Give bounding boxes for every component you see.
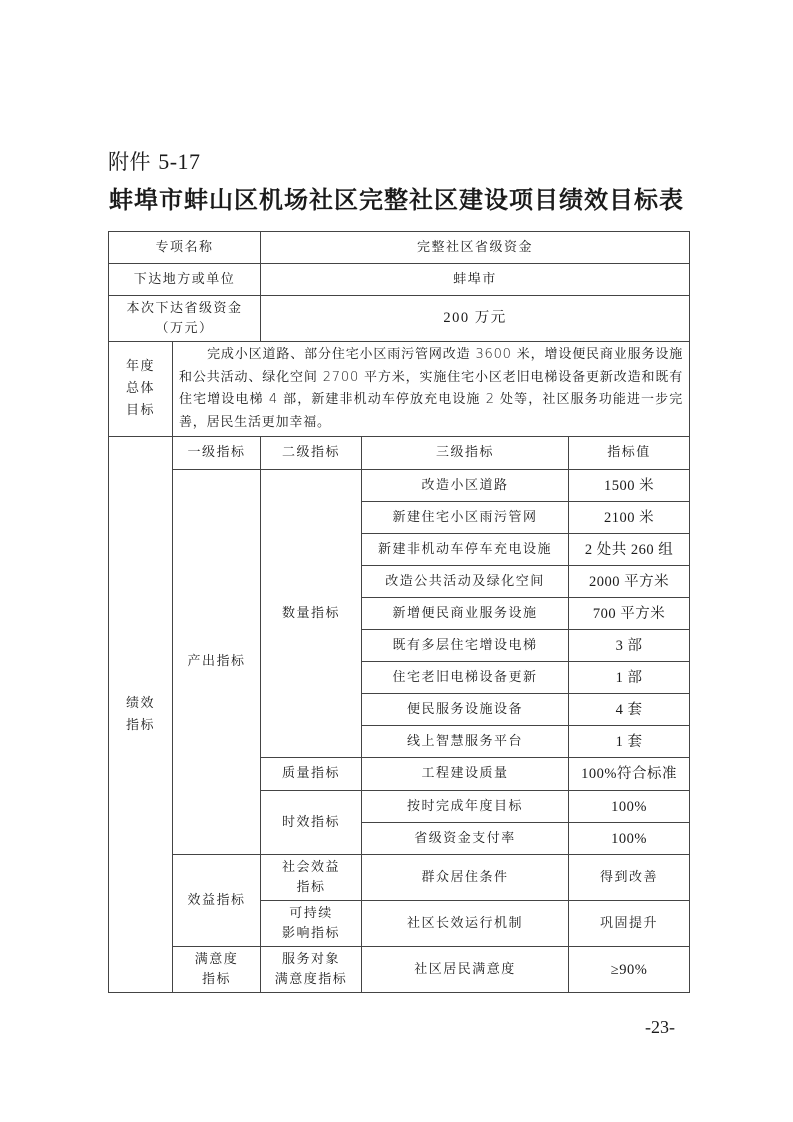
funds-value — [261, 296, 690, 342]
annual-goal-label-line3: 目标 — [125, 403, 155, 418]
indicator-value: 得到改善 — [569, 855, 690, 901]
indicator-value: 2100 米 — [569, 502, 690, 534]
table-row-indicator-headers — [109, 437, 690, 470]
table-row — [109, 470, 690, 502]
indicator-value: 2000 平方米 — [569, 566, 690, 598]
indicator-value: ≥90% — [569, 947, 690, 993]
header-level2: 二级指标 — [261, 437, 362, 470]
table-row-funds — [109, 296, 690, 342]
performance-label-line1: 绩效 — [125, 695, 155, 711]
social-benefit-label — [261, 855, 362, 901]
page-number: -23- — [645, 1017, 675, 1037]
indicator-value: 100% — [569, 823, 690, 855]
header-value: 指标值 — [569, 437, 690, 470]
satisfaction-label-line2: 指标 — [202, 971, 232, 987]
annual-goal-label — [109, 342, 173, 437]
sustainable-impact-label-line2: 影响指标 — [282, 925, 341, 941]
funds-label-line2: （万元） — [155, 320, 214, 336]
indicator-value: 巩固提升 — [569, 901, 690, 947]
indicator-name: 既有多层住宅增设电梯 — [362, 630, 569, 662]
indicator-value: 1 套 — [569, 726, 690, 758]
performance-target-table — [108, 231, 690, 993]
service-satisfaction-label-line2: 满意度指标 — [274, 971, 348, 987]
indicator-value: 1500 米 — [569, 470, 690, 502]
sustainable-impact-label — [261, 901, 362, 947]
funds-label-line1: 本次下达省级资金 — [126, 300, 243, 316]
page-title: 蚌埠市蚌山区机场社区完整社区建设项目绩效目标表 — [109, 186, 684, 214]
annual-goal-label-line2: 总体 — [125, 381, 155, 396]
indicator-value: 700 平方米 — [569, 598, 690, 630]
performance-label-line2: 指标 — [125, 717, 155, 733]
satisfaction-label-line1: 满意度 — [194, 951, 239, 967]
benefit-indicator-label: 效益指标 — [173, 855, 261, 947]
indicator-name: 新建非机动车停车充电设施 — [362, 534, 569, 566]
table-row — [109, 947, 690, 993]
indicator-name: 社区居民满意度 — [362, 947, 569, 993]
annual-goal-text — [173, 342, 690, 437]
attachment-number: 5-17 — [158, 149, 201, 174]
indicator-name: 改造公共活动及绿化空间 — [362, 566, 569, 598]
timeliness-indicator-label: 时效指标 — [261, 791, 362, 855]
table-row-annual-goal — [109, 342, 690, 437]
region-label: 下达地方或单位 — [109, 264, 261, 296]
indicator-name: 省级资金支付率 — [362, 823, 569, 855]
quality-indicator-label: 质量指标 — [261, 758, 362, 791]
header-level1: 一级指标 — [173, 437, 261, 470]
table-row-region — [109, 264, 690, 296]
indicator-value: 1 部 — [569, 662, 690, 694]
service-satisfaction-label — [261, 947, 362, 993]
indicator-name: 新增便民商业服务设施 — [362, 598, 569, 630]
sustainable-impact-label-line1: 可持续 — [289, 905, 333, 921]
social-benefit-label-line1: 社会效益 — [282, 859, 341, 875]
project-name-label: 专项名称 — [109, 232, 261, 264]
attachment-label — [108, 146, 201, 176]
funds-value-text: 200 万元 — [443, 310, 507, 326]
quantity-indicator-label: 数量指标 — [261, 470, 362, 758]
funds-label — [109, 296, 261, 342]
region-value: 蚌埠市 — [261, 264, 690, 296]
indicator-name: 按时完成年度目标 — [362, 791, 569, 823]
indicator-value: 4 套 — [569, 694, 690, 726]
social-benefit-label-line2: 指标 — [296, 879, 326, 895]
service-satisfaction-label-line1: 服务对象 — [282, 951, 341, 967]
output-indicator-label: 产出指标 — [173, 470, 261, 855]
attachment-prefix: 附件 — [108, 150, 151, 174]
indicator-name: 新建住宅小区雨污管网 — [362, 502, 569, 534]
header-level3: 三级指标 — [362, 437, 569, 470]
indicator-value: 100% — [569, 791, 690, 823]
performance-label — [109, 437, 173, 993]
indicator-name: 工程建设质量 — [362, 758, 569, 791]
project-name-value: 完整社区省级资金 — [261, 232, 690, 264]
table-row-project-name — [109, 232, 690, 264]
indicator-name: 改造小区道路 — [362, 470, 569, 502]
indicator-value: 2 处共 260 组 — [569, 534, 690, 566]
indicator-name: 住宅老旧电梯设备更新 — [362, 662, 569, 694]
indicator-name: 线上智慧服务平台 — [362, 726, 569, 758]
indicator-value: 100%符合标准 — [569, 758, 690, 791]
indicator-name: 社区长效运行机制 — [362, 901, 569, 947]
indicator-value: 3 部 — [569, 630, 690, 662]
annual-goal-label-line1: 年度 — [125, 359, 155, 374]
table-row — [109, 855, 690, 901]
indicator-name: 便民服务设施设备 — [362, 694, 569, 726]
annual-goal-text-content: 完成小区道路、部分住宅小区雨污管网改造 3600 米，增设便民商业服务设施和公共活动、绿化空间 2700 平方米，实施住宅小区老旧电梯设备更新改造和既有住宅增设电梯 4 部，新建非机动车停放充电设施 2 处等，社区服务功能进一步完善，居民生活更加幸福。 — [179, 347, 684, 430]
satisfaction-indicator-label — [173, 947, 261, 993]
indicator-name: 群众居住条件 — [362, 855, 569, 901]
